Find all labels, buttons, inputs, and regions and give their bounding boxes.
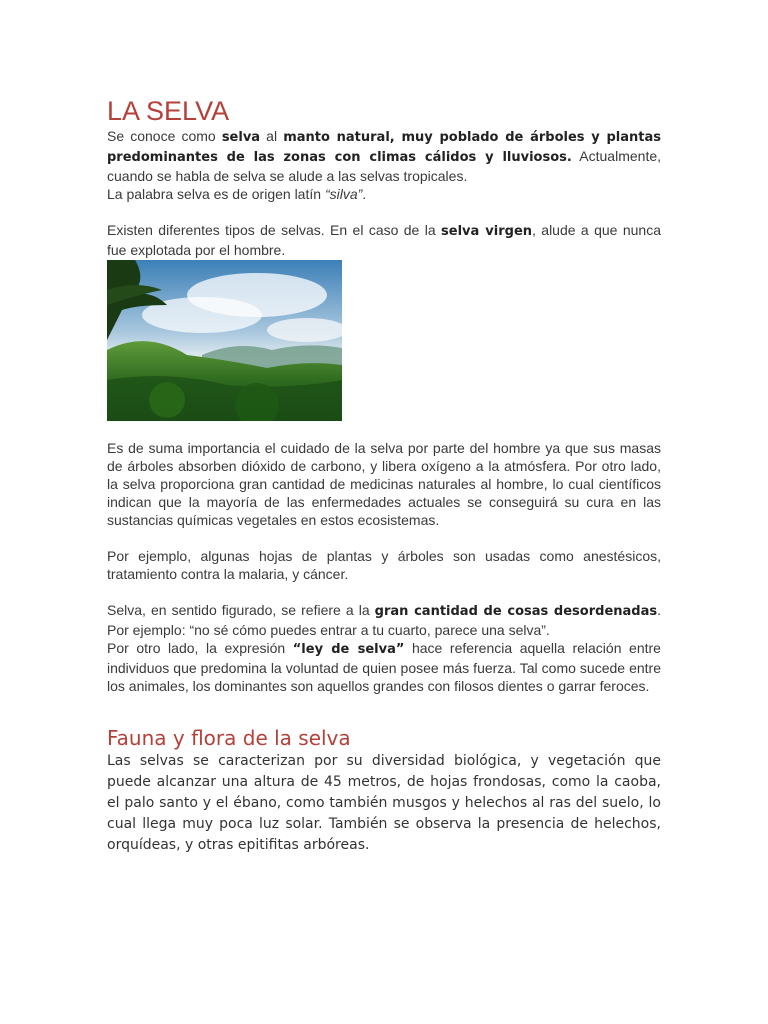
types-text-1: Existen diferentes tipos de selvas. En el caso de la: [107, 222, 442, 238]
figurative-text-1: Selva, en sentido figurado, se refiere a la: [107, 602, 375, 618]
law-bold: “ley de selva”: [292, 642, 405, 657]
law-paragraph: [107, 639, 661, 695]
intro-paragraph: [107, 127, 661, 185]
jungle-photo: [107, 260, 342, 421]
spacer: [107, 583, 661, 601]
types-bold: selva virgen: [441, 224, 533, 239]
intro-text-3: Actualmente, cuando se habla de selva se alude a las selvas tropicales.: [107, 148, 662, 184]
figurative-bold: gran cantidad de cosas desordenadas: [374, 604, 658, 619]
types-paragraph: [107, 221, 661, 259]
intro-text-1: Se conoce como: [107, 128, 222, 144]
figurative-text-2: . Por ejemplo: “no sé cómo puedes entrar a tu cuarto, parece una selva”.: [107, 602, 661, 638]
types-text-2: , alude a que nunca fue explotada por el hombre.: [107, 222, 661, 258]
intro-bold-1: selva: [221, 130, 261, 145]
page-title: LA SELVA: [107, 96, 230, 126]
origin-text-1: La palabra selva es de origen latín: [107, 186, 325, 202]
importance-paragraph: Es de suma importancia el cuidado de la selva por parte del hombre ya que sus masas de árboles absorben dióxido de carbono, y libera oxígeno a la atmósfera. Por otro lado, la selva proporciona gran cantidad de medicinas naturales al hombre, lo cual científicos indican que la mayoría de las enfermedades actuales se conseguirá su cura en las sustancias químicas vegetales en estos ecosistemas.: [107, 440, 661, 528]
figurative-paragraph: [107, 601, 661, 639]
origin-italic: “silva”: [324, 186, 363, 202]
section-body: Las selvas se caracterizan por su diversidad biológica, y vegetación que puede alcanzar una altura de 45 metros, de hojas frondosas, como la caoba, el palo santo y el ébano, como también musgos y helechos al ras del suelo, lo cual llega muy poca luz solar. También se observa la presencia de helechos, orquídeas, y otras epitifitas arbóreas.: [107, 753, 661, 853]
intro-text-2: al: [260, 128, 284, 144]
origin-text-2: .: [362, 186, 367, 202]
spacer: [107, 695, 661, 725]
spacer: [107, 421, 661, 439]
example-paragraph: Por ejemplo, algunas hojas de plantas y árboles son usadas como anestésicos, tratamiento contra la malaria, y cáncer.: [107, 548, 661, 582]
spacer: [107, 203, 661, 221]
law-text-2: hace referencia aquella relación entre individuos que predomina la voluntad de quien posee más fuerza. Tal como sucede entre los animales, los dominantes son aquellos grandes con filosos dientes o garrar feroces.: [107, 640, 661, 694]
spacer: [107, 529, 661, 547]
document-page: [107, 96, 661, 856]
origin-paragraph: [107, 185, 661, 203]
section-heading: Fauna y flora de la selva: [107, 726, 351, 750]
law-text-1: Por otro lado, la expresión: [107, 640, 293, 656]
intro-bold-2: manto natural, muy poblado de árboles y plantas predominantes de las zonas con climas cálidos y lluviosos.: [107, 130, 661, 165]
